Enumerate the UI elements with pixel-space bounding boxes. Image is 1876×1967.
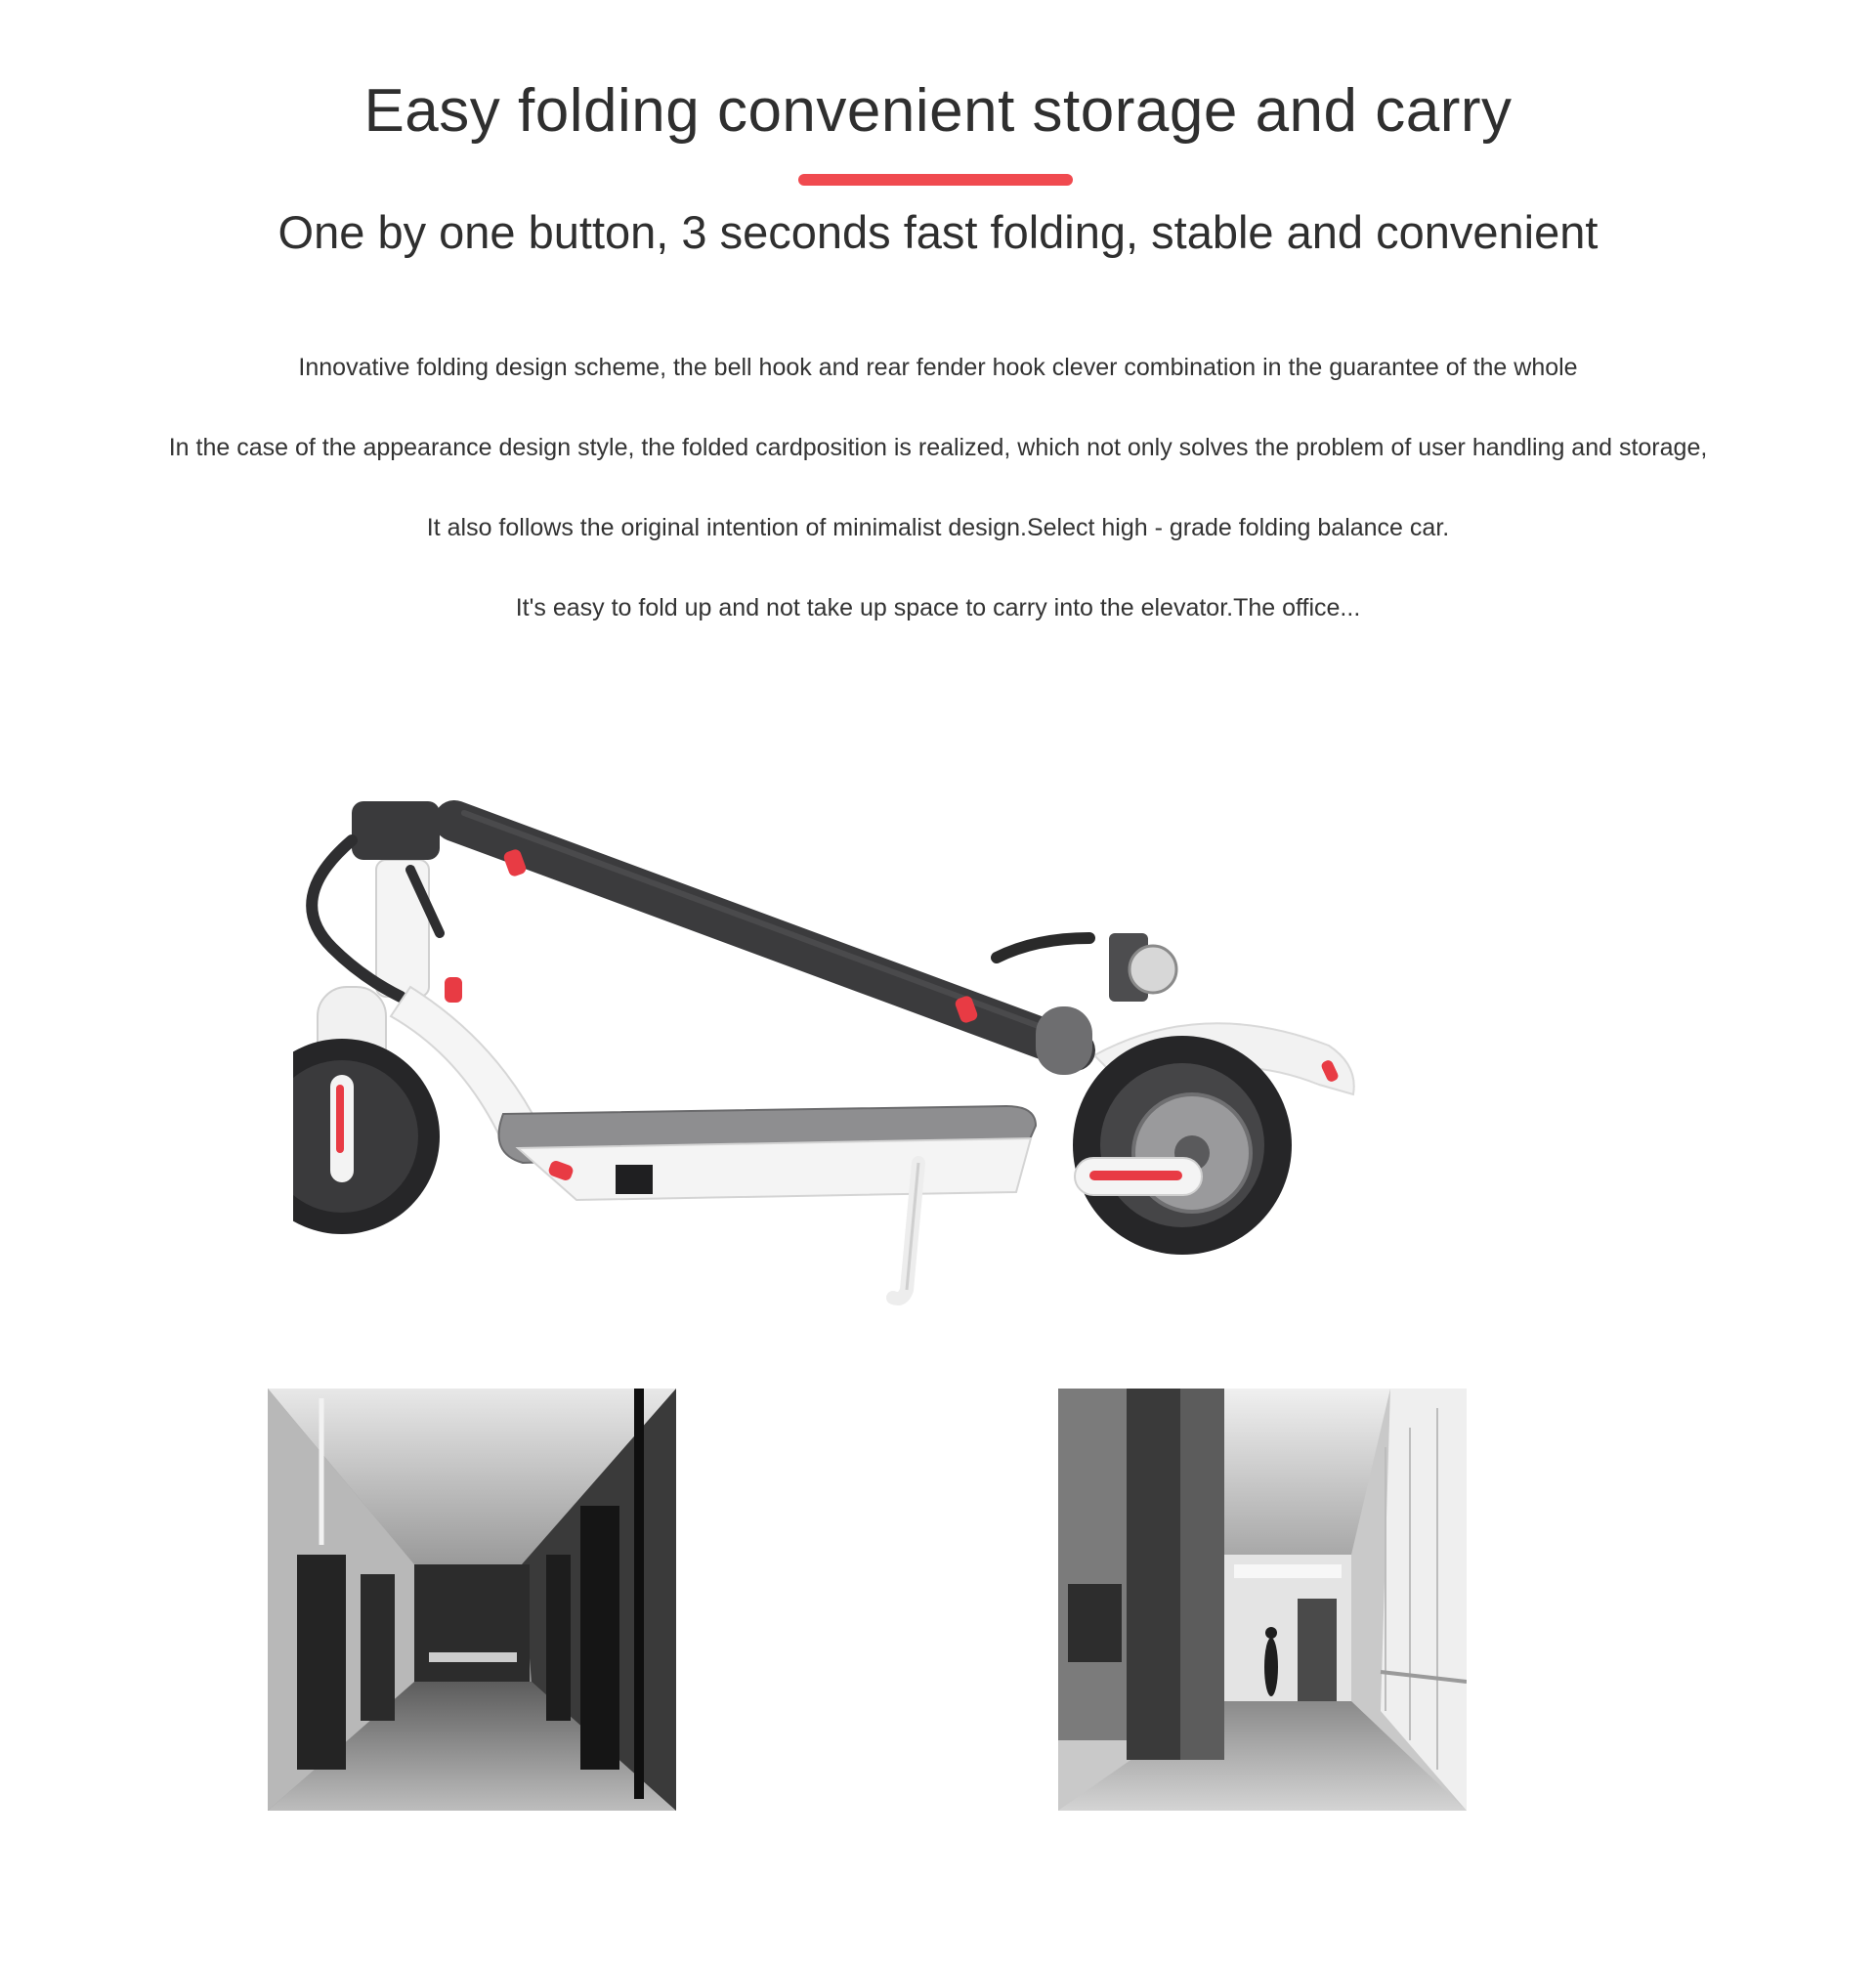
title-accent-bar	[798, 174, 1073, 186]
section-subtitle: One by one button, 3 seconds fast folding, stable and convenient	[277, 206, 1599, 258]
description-line-2: In the case of the appearance design style, the folded cardposition is realized, which not only solves the problem of user handling and storage,	[168, 434, 1708, 461]
elevator-lobby-photo	[268, 1389, 676, 1811]
description-line-3: It also follows the original intention of minimalist design.Select high - grade folding balance car.	[426, 514, 1450, 541]
description-line-1: Innovative folding design scheme, the bell hook and rear fender hook clever combination in the guarantee of the whole	[298, 354, 1578, 381]
description-line-4: It's easy to fold up and not take up space to carry into the elevator.The office...	[515, 594, 1361, 621]
folded-scooter-image	[293, 762, 1387, 1329]
office-lobby-photo	[1058, 1389, 1467, 1811]
section-title: Easy folding convenient storage and carry	[363, 77, 1513, 145]
